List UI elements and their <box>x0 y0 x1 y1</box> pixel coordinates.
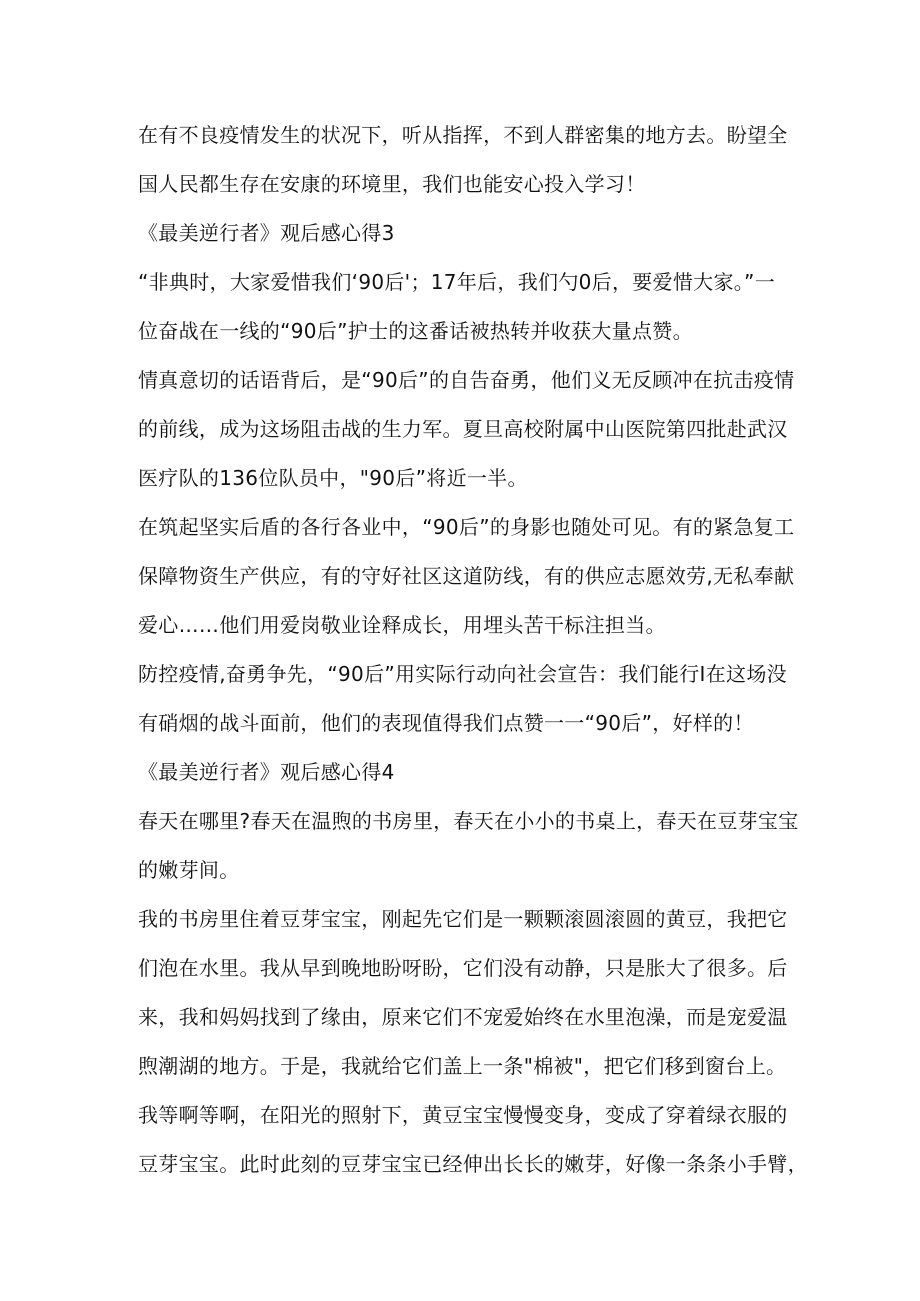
text-line: 煦潮湖的地方。于是，我就给它们盖上一条"棉被"，把它们移到窗台上。 <box>138 1054 787 1078</box>
text-line: 春天在哪里?春天在温煦的书房里，春天在小小的书桌上，春天在豆芽宝宝 <box>138 809 799 833</box>
text-line: 爱心……他们用爱岗敬业诠释成长，用埋头苦干标注担当。 <box>138 613 666 637</box>
text-line: 来，我和妈妈找到了缘由，原来它们不宠爱始终在水里泡澡，而是宠爱温 <box>138 1005 788 1029</box>
text-line: 情真意切的话语背后，是“90后”的自告奋勇，他们义无反顾冲在抗击疫情 <box>138 368 795 392</box>
text-line: 保障物资生产供应，有的守好社区这道防线，有的供应志愿效劳,无私奉献 <box>138 564 795 588</box>
text-line: 的前线，成为这场阻击战的生力军。夏旦高校附属中山医院第四批赴武汉 <box>138 417 788 441</box>
text-line: 医疗队的136位队员中，"90后”将近一半。 <box>138 466 528 490</box>
text-line: 豆芽宝宝。此时此刻的豆芽宝宝已经伸出长长的嫩芽，好像一条条小手臂， <box>138 1152 808 1176</box>
text-line: 在有不良疫情发生的状况下，听从指挥，不到人群密集的地方去。盼望全 <box>138 123 788 147</box>
section-heading: 《最美逆行者》观后感心得4 <box>138 760 395 784</box>
text-line: 的嫩芽间。 <box>138 858 240 882</box>
section-heading: 《最美逆行者》观后感心得3 <box>138 221 395 245</box>
text-line: 位奋战在一线的“90后”护士的这番话被热转并收获大量点赞。 <box>138 319 693 343</box>
text-line: 防控疫情,奋勇争先，“90后”用实际行动向社会宣告：我们能行I在这场没 <box>138 662 787 686</box>
text-line: 我等啊等啊，在阳光的照射下，黄豆宝宝慢慢变身，变成了穿着绿衣服的 <box>138 1103 788 1127</box>
text-line: 我的书房里住着豆芽宝宝，刚起先它们是一颗颗滚圆滚圆的黄豆，我把它 <box>138 907 788 931</box>
text-line: “非典时，大家爱惜我们‘90后'；17年后，我们勺0后，要爱惜大家。”一 <box>138 270 776 294</box>
text-line: 国人民都生存在安康的环境里，我们也能安心投入学习！ <box>138 172 646 196</box>
text-line: 在筑起坚实后盾的各行各业中，“90后”的身影也随处可见。有的紧急复工 <box>138 515 795 539</box>
text-line: 们泡在水里。我从早到晚地盼呀盼，它们没有动静，只是胀大了很多。后 <box>138 956 788 980</box>
text-line: 有硝烟的战斗面前，他们的表现值得我们点赞一一“90后”，好样的！ <box>138 711 754 735</box>
